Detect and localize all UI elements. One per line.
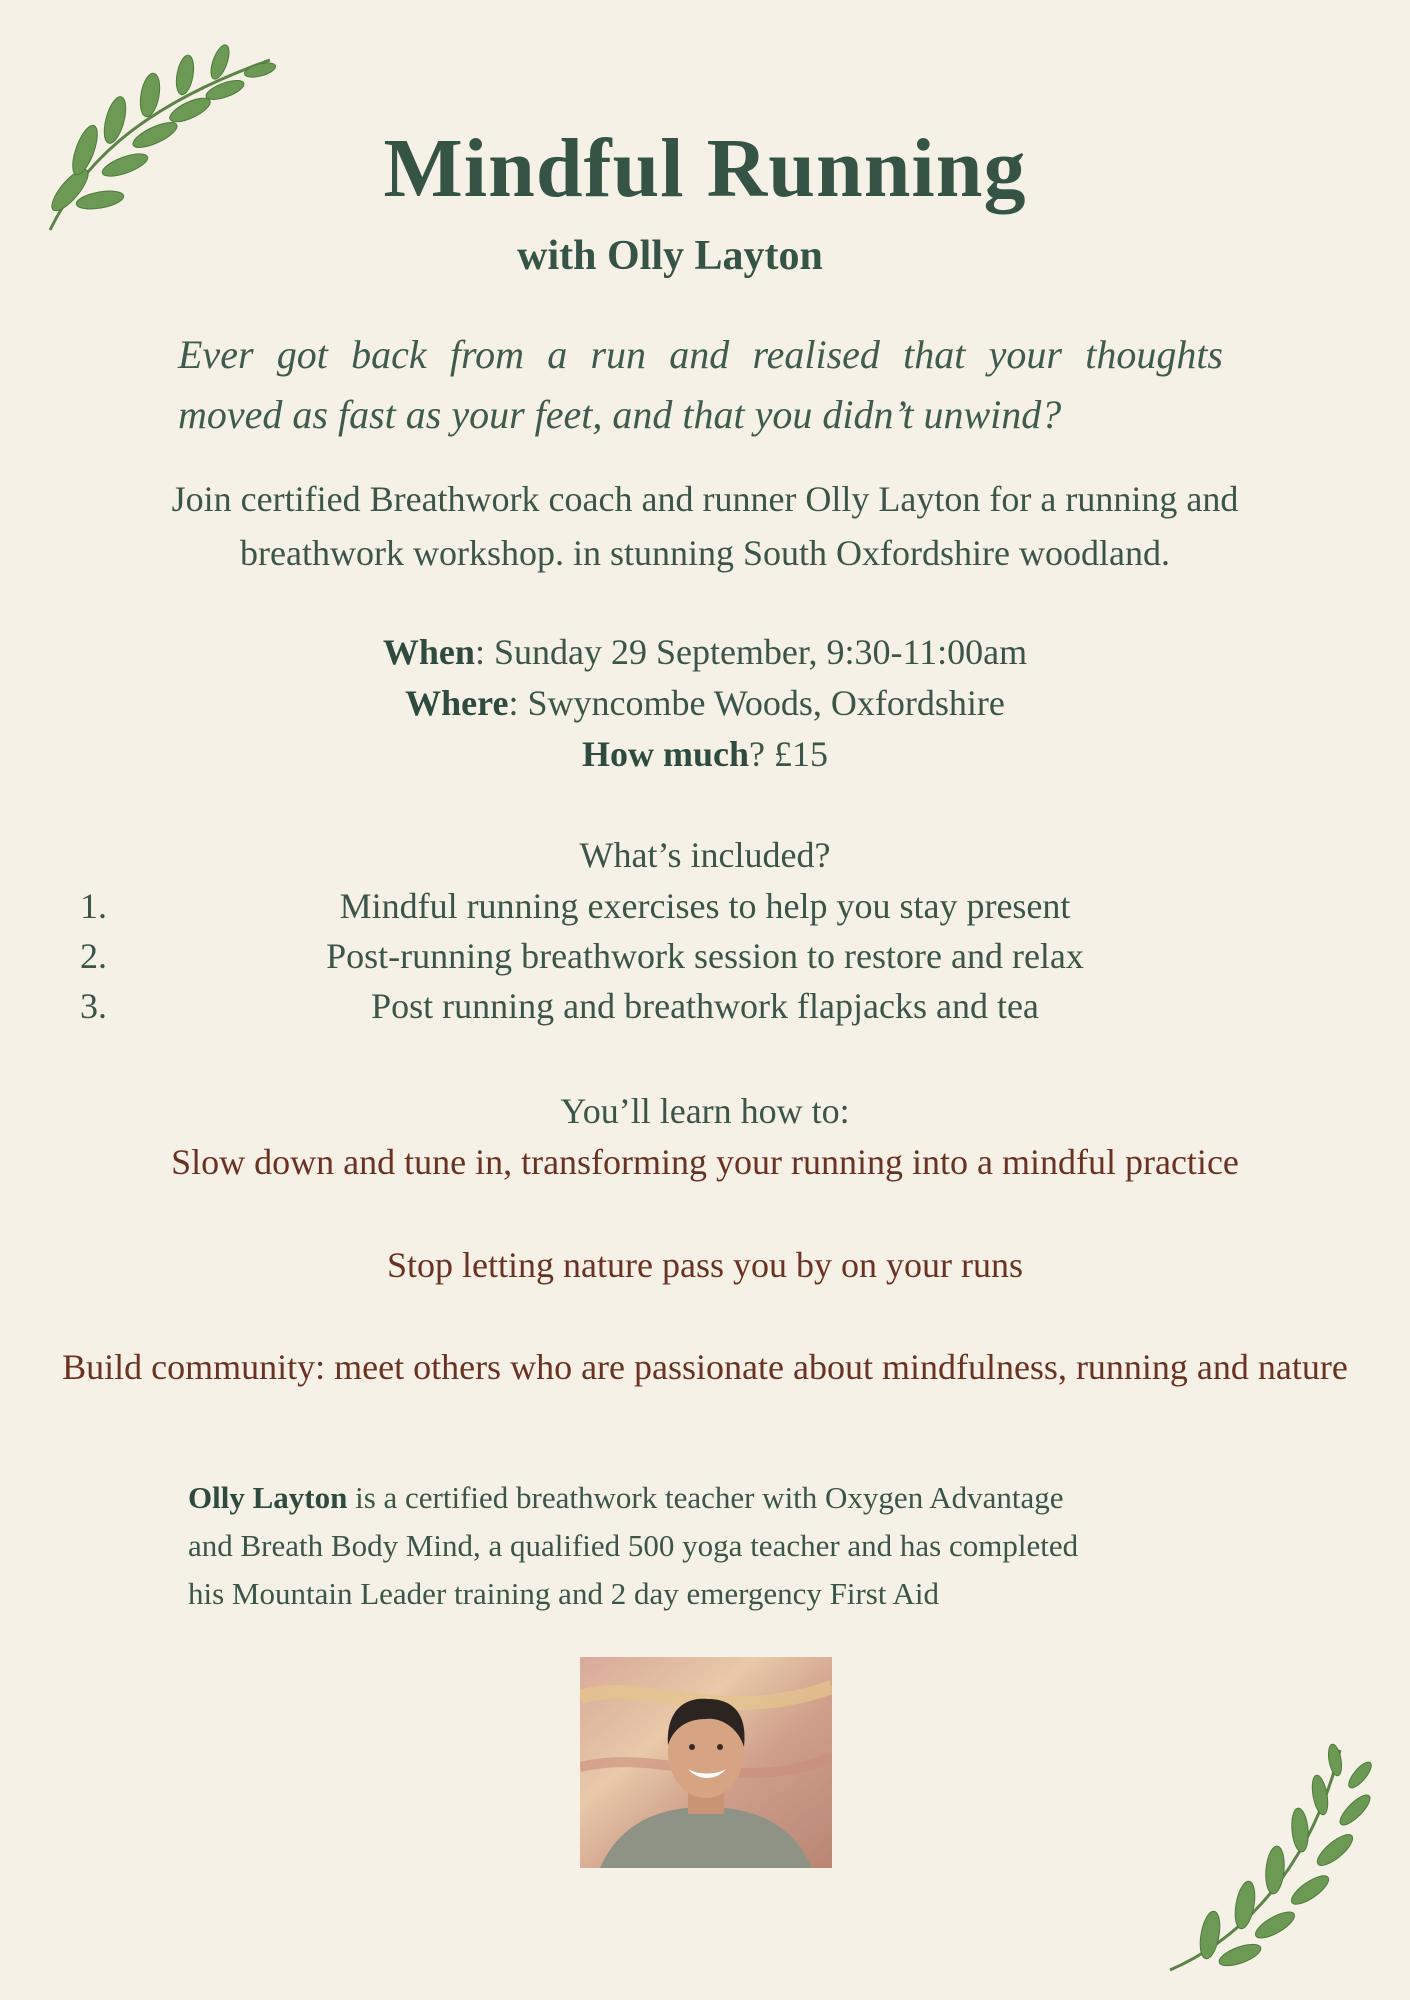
price-value: ? £15: [749, 734, 828, 774]
where-value: : Swyncombe Woods, Oxfordshire: [508, 683, 1005, 723]
list-item: [0, 981, 1410, 1031]
list-item-number: 2.: [80, 936, 107, 976]
list-item: [0, 881, 1410, 931]
bio-line-2: and Breath Body Mind, a qualified 500 yoga teacher and has completed: [188, 1528, 1079, 1563]
learn-item-community: Build community: meet others who are passionate about mindfulness, running and nature: [62, 1347, 1348, 1387]
price-row: [0, 729, 1410, 780]
included-list: [0, 881, 1410, 1031]
list-item-number: 3.: [80, 986, 107, 1026]
intro-paragraph: [60, 472, 1350, 580]
when-row: [0, 627, 1410, 678]
intro-line-1: Join certified Breathwork coach and runner Olly Layton for a running and: [171, 479, 1239, 519]
price-label: How much: [582, 734, 750, 774]
when-label: When: [382, 632, 475, 672]
list-item-text: Post-running breathwork session to restore and relax: [326, 936, 1084, 976]
learn-item-nature: Stop letting nature pass you by on your runs: [387, 1245, 1023, 1285]
included-heading: What’s included?: [579, 835, 831, 875]
coach-name: Olly Layton: [188, 1480, 348, 1515]
coach-bio: [188, 1474, 1238, 1618]
learn-heading: You’ll learn how to:: [560, 1091, 850, 1131]
bio-line-1-text: is a certified breathwork teacher with Oxygen Advantage: [347, 1480, 1064, 1515]
where-row: [0, 678, 1410, 729]
leaf-branch-bottom-right-icon: [1160, 1740, 1380, 1980]
intro-line-2: breathwork workshop. in stunning South Oxfordshire woodland.: [240, 533, 1170, 573]
intro-question-line-1: Ever got back from a run and realised that your thoughts: [178, 332, 1223, 377]
event-details: [0, 627, 1410, 780]
where-label: Where: [405, 683, 509, 723]
list-item-text: Post running and breathwork flapjacks and tea: [371, 986, 1039, 1026]
coach-photo: [580, 1657, 832, 1868]
page-title: Mindful Running: [383, 122, 1027, 215]
when-value: : Sunday 29 September, 9:30-11:00am: [474, 632, 1028, 672]
list-item: [0, 931, 1410, 981]
page-subtitle: with Olly Layton: [517, 233, 823, 279]
list-item-number: 1.: [80, 886, 107, 926]
learn-item-slow-down: Slow down and tune in, transforming your running into a mindful practice: [171, 1142, 1239, 1182]
intro-question: [178, 325, 1223, 445]
intro-question-line-2: moved as fast as your feet, and that you didn’t unwind?: [178, 392, 1062, 437]
list-item-text: Mindful running exercises to help you stay present: [339, 886, 1071, 926]
bio-line-3: his Mountain Leader training and 2 day emergency First Aid: [188, 1576, 940, 1611]
bio-line-1: [188, 1474, 1238, 1522]
